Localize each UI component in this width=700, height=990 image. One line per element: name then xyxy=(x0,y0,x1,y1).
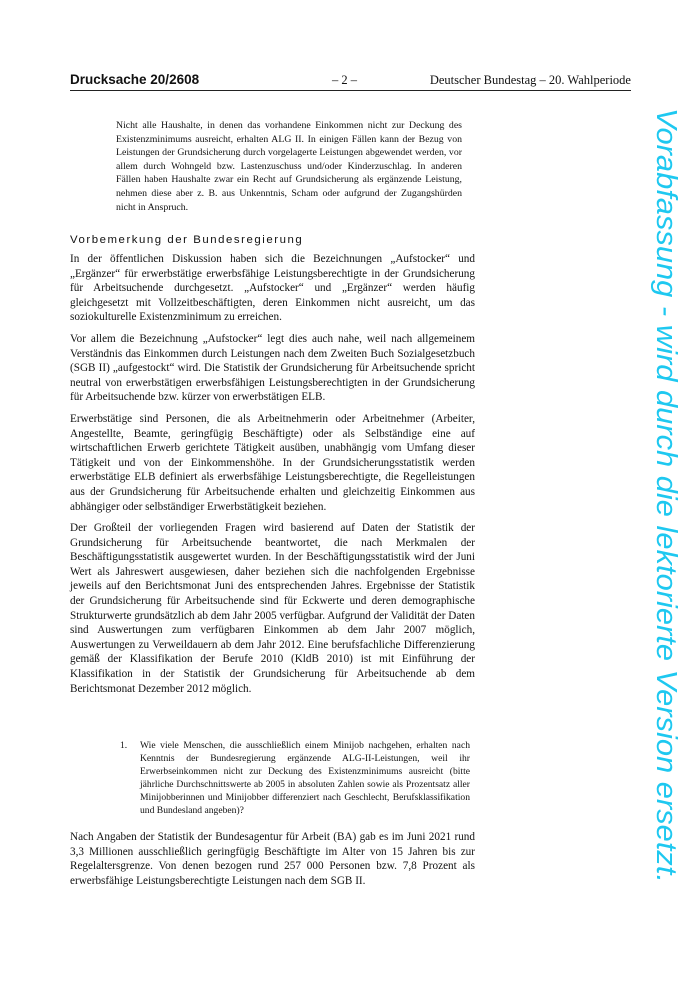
publisher: Deutscher Bundestag – 20. Wahlperiode xyxy=(429,73,631,87)
draft-watermark xyxy=(646,108,686,888)
document-number-value: 2608 xyxy=(169,72,200,87)
page-number: – 2 – xyxy=(332,73,357,87)
paragraph: In der öffentlichen Diskussion haben sich die Bezeichnungen „Aufstocker“ und „Ergänzer“ für erwerbstätige erwerbsfähige Leistungsberechtigte in der Grundsicherung für Arbeitsuchende durchgesetzt. „Aufstocker“ und „Ergänzer“ werden häufig gleichgesetzt mit Vollzeitbeschäftigten, deren Einkommen nicht ausreicht, um das soziokulturelle Existenzminimum zu erreichen. xyxy=(70,253,475,324)
answer-text: Nach Angaben der Statistik der Bundesagentur für Arbeit (BA) gab es im Juni 2021 rund 3,3 Millionen ausschließlich geringfügig Beschäftigte im Alter von 15 Jahren bis zur Regelaltersgrenze. Von denen bezogen rund 257 000 Personen bzw. 7,8 Prozent als erwerbsfähige Leistungsberechtigte Leistungen nach dem SGB II. xyxy=(70,831,475,887)
page-header xyxy=(70,68,631,90)
question-block xyxy=(120,740,470,817)
paragraph: Der Großteil der vorliegenden Fragen wird basierend auf Daten der Statistik der Grundsicherung für Arbeitsuchende beantwortet, die nach Merkmalen der Beschäftigungsstatistik ausgewertet wurden. In der Beschäftigungsstatistik wird der Juni Wert als Jahreswert ausgewiesen, daher beziehen sich die nachfolgenden Ergebnisse jeweils auf den Berichtsmonat Juni des entsprechenden Jahres. Ergebnisse der Statistik der Grundsicherung für Arbeitsuchende sind für Eckwerte und deren demographische Strukturwerte grundsätzlich ab dem Jahr 2005 verfügbar. Aufgrund der Validität der Daten sind Auswertungen zum verfügbaren Einkommen ab dem Jahr 2007 möglich, Auswertungen zu Verweildauern ab dem Jahr 2012. Eine berufsfachliche Differenzierung gemäß der Klassifikation der Berufe 2010 (KldB 2010) ist mit Einführung der Klassifikation in der Statistik der Grundsicherung für Arbeitsuchende ab dem Berichtsmonat Dezember 2012 möglich. xyxy=(70,522,475,695)
question-number: 1. xyxy=(120,740,128,751)
question-text: Wie viele Menschen, die ausschließlich einem Minijob nachgehen, erhalten nach Kenntnis der Bundesregierung ergänzende ALG-II-Leistungen, weil ihr Erwerbseinkommen nicht zur Deckung des Existenzminimums ausreicht (bitte jährliche Durchschnittswerte ab 2005 in absoluten Zahlen sowie als Prozentsatz aller Minijobberinnen und Minijobber differenziert nach Geschlecht, Berufsklassifikation und Bundesland angeben)? xyxy=(140,740,470,816)
paragraph: Vor allem die Bezeichnung „Aufstocker“ legt dies auch nahe, weil nach allgemeinem Verständnis das Einkommen durch Leistungen nach dem Zweiten Buch Sozialgesetzbuch (SGB II) „aufgestockt“ wird. Die Statistik der Grundsicherung für Arbeitsuchende spricht neutral von erwerbstätigen erwerbsfähigen Leistungsberechtigten in der Grundsicherung für Arbeitsuchende bzw. kürzer von erwerbstätigen ELB. xyxy=(70,332,475,404)
intro-text: Nicht alle Haushalte, in denen das vorhandene Einkommen nicht zur Deckung des Existenzminimums ausreicht, erhalten ALG II. In einigen Fällen kann der Bezug von Leistungen der Grundsicherung durch vorgelagerte Leistungen abgewendet werden, vor allem durch Wohngeld bzw. Lastenzuschuss und/oder Kinderzuschlag. In anderen Fällen haben Haushalte zwar ein Recht auf Grundsicherung als ergänzende Leistung, nehmen diese aber z. B. aus Unkenntnis, Scham oder aufgrund der Zugangshürden nicht in Anspruch. xyxy=(116,120,462,213)
document-number xyxy=(70,72,199,87)
paragraph: Erwerbstätige sind Personen, die als Arbeitnehmerin oder Arbeitnehmer (Arbeiter, Angestellte, Beamte, geringfügig Beschäftigte) oder als Selbständige eine auf wirtschaftlichen Erwerb gerichtete Tätigkeit ausüben, unabhängig vom Umfang dieser Tätigkeit und von der Einkommenshöhe. In der Grundsicherungsstatistik werden erwerbstätige ELB definiert als erwerbsfähige Leistungsberechtigte, die Regelleistungen aus der Grundsicherung für Arbeitsuchende erhalten und gleichzeitig Einkommen aus abhängiger oder selbständiger Erwerbstätigkeit beziehen. xyxy=(70,412,475,513)
document-label: Drucksache 20/ xyxy=(70,72,170,87)
body-text xyxy=(70,252,475,703)
watermark-text: Vorabfassung - wird durch die lektorierte Version ersetzt. xyxy=(650,108,682,837)
section-title: Vorbemerkung der Bundesregierung xyxy=(70,234,304,246)
header-divider xyxy=(70,90,631,91)
